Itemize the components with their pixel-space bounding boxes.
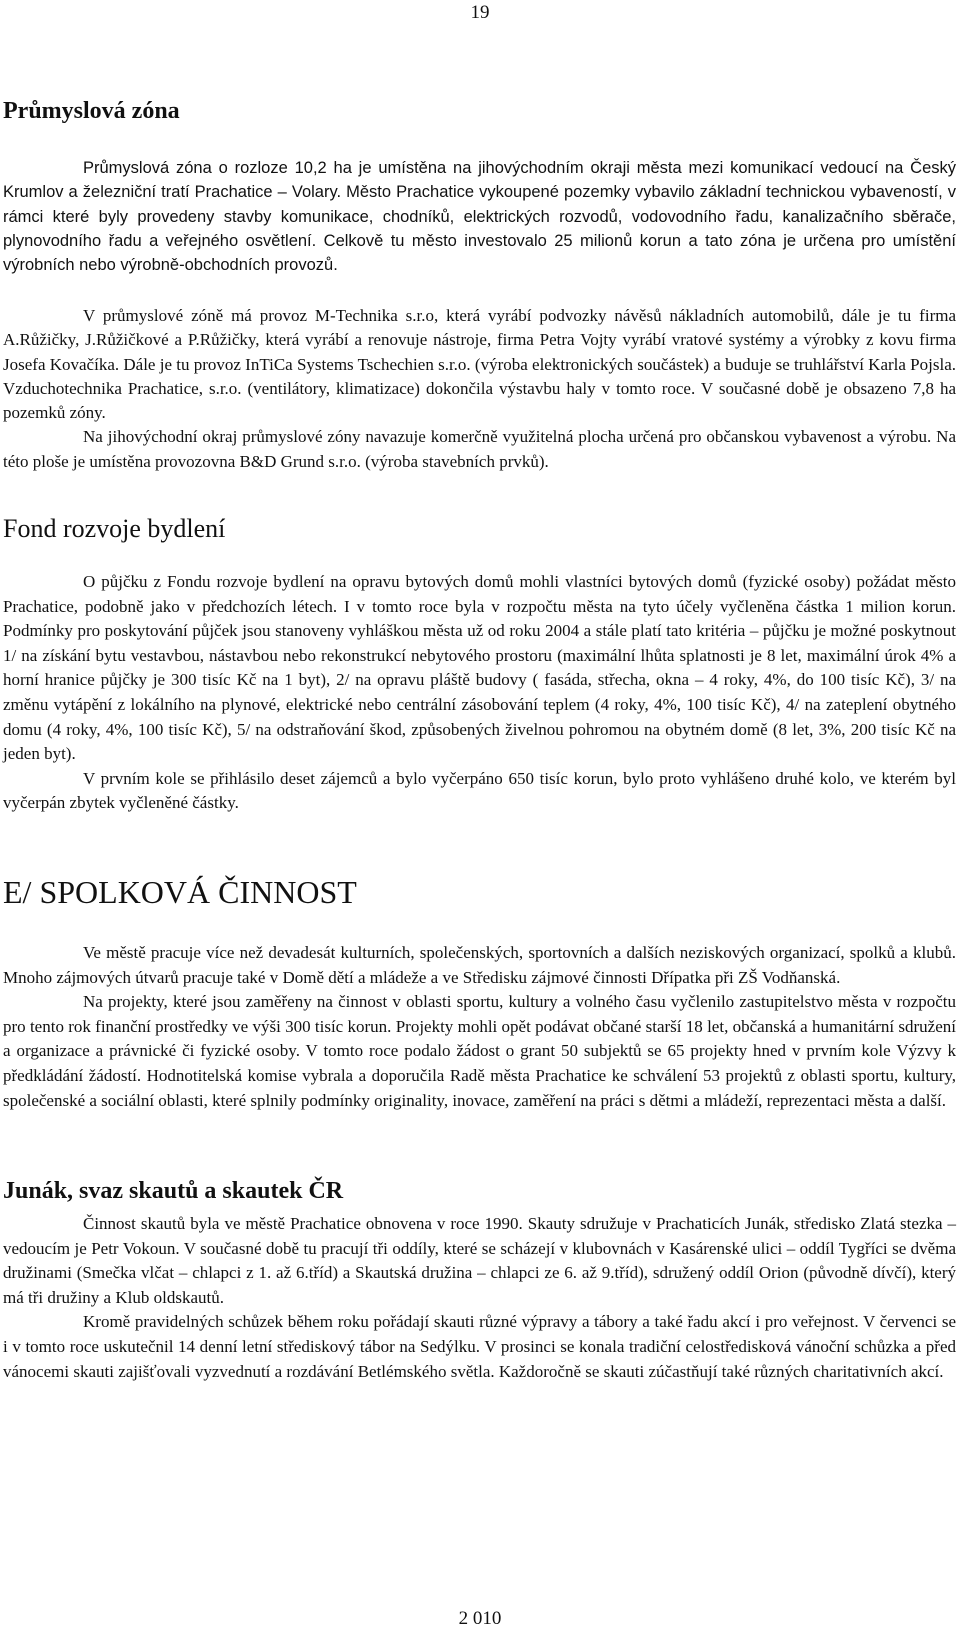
heading-fond-rozvoje-bydleni: Fond rozvoje bydlení	[3, 514, 226, 543]
page-number: 19	[470, 2, 490, 23]
paragraph: Kromě pravidelných schůzek během roku pořádají skauti různé výpravy a tábory a také řadu akcí i pro veřejnost. V červenci se i v tomto roce uskutečnil 14 denní letní střediskový tábor na Sedýlku. V prosinci se konala tradiční celostředisková vánoční schůzka a před vánocemi skauti zajišťovali vyzvednutí a rozdávání Betlémského světla. Každoročně se skauti zúčastňují také různých charitativních akcí.	[3, 1312, 956, 1381]
section-junak	[3, 1179, 956, 1203]
heading-junak: Junák, svaz skautů a skautek ČR	[3, 1178, 344, 1204]
paragraph: Na projekty, které jsou zaměřeny na činnost v oblasti sportu, kultury a volného času vyčlenilo zastupitelstvo města v rozpočtu pro tento rok finanční prostředky ve výši 300 tisíc korun. Projekty mohli opět podávat občané starší 18 let, občanská a humanitární sdružení a organizace a právnické či fyzické osoby. V tomto roce podalo žádost o grant 50 subjektů se 65 projekty hned v prvním kole Výzvy k předkládání žádostí. Hodnotitelská komise vybrala a doporučila Radě města Prachatice ke schválení 53 projektů z oblasti sportu, kultury, společenské a sociální oblasti, které splnily podmínky originality, inovace, zaměření na práci s dětmi a mládeží, reprezentaci města a další.	[3, 992, 956, 1110]
paragraph: Průmyslová zóna o rozloze 10,2 ha je umístěna na jihovýchodním okraji města mezi komunikací vedoucí na Český Krumlov a železniční tratí Prachatice – Volary. Město Prachatice vykoupené pozemky vybavilo základní technickou vybaveností, v rámci které byly provedeny stavby komunikace, chodníků, elektrických rozvodů, vodovodního řadu, kanalizačního sběrače, plynovodního řadu a veřejného osvětlení. Celkově tu město investovalo 25 milionů korun a tato zóna je určena pro umístění výrobních nebo výrobně-obchodních provozů.	[3, 159, 956, 275]
paragraph: Činnost skautů byla ve městě Prachatice obnovena v roce 1990. Skauty sdružuje v Prachaticích Junák, středisko Zlatá stezka – vedoucím je Petr Vokoun. V současné době tu pracují tři oddíly, které se scházejí v klubovnách v Kasárenské ulici – oddíl Tygříci se dvěma družinami (Smečka vlčat – chlapci z 1. až 6.tříd) a Skautská družina – chlapci ze 6. až 9.tříd), sdružený oddíl Orion (původně dívčí), který má tři družiny a Klub oldskautů.	[3, 1214, 956, 1307]
section-fond-rozvoje-bydleni	[3, 514, 956, 543]
section-spolkova-cinnost	[3, 874, 956, 910]
page-footer-year: 2 010	[458, 1608, 502, 1629]
section-prumyslova-zona	[3, 99, 956, 123]
fond-rozvoje-bydleni-body	[3, 570, 956, 816]
prumyslova-zona-body-2	[3, 304, 956, 474]
junak-body	[3, 1212, 956, 1384]
paragraph: Ve městě pracuje více než devadesát kulturních, společenských, sportovních a dalších neziskových organizací, spolků a klubů. Mnoho zájmových útvarů pracuje také v Domě dětí a mládeže a ve Středisku zájmové činnosti Dřípatka při ZŠ Vodňanská.	[3, 943, 956, 987]
spolkova-cinnost-body	[3, 941, 956, 1113]
heading-spolkova-cinnost: E/ SPOLKOVÁ ČINNOST	[3, 874, 357, 910]
paragraph: V prvním kole se přihlásilo deset zájemců a bylo vyčerpáno 650 tisíc korun, bylo proto vyhlášeno druhé kolo, ve kterém byl vyčerpán zbytek vyčleněné částky.	[3, 768, 956, 813]
heading-prumyslova-zona: Průmyslová zóna	[3, 98, 180, 124]
prumyslova-zona-body	[3, 156, 956, 277]
paragraph: V průmyslové zóně má provoz M-Technika s.r.o, která vyrábí podvozky návěsů nákladních automobilů, dále je tu firma A.Růžičky, J.Růžičkové a P.Růžičky, která vyrábí a renovuje nástroje, firma Petra Vojty vyrábí vratové systémy a výrobky z kovu firma Josefa Kovačíka. Dále je tu provoz InTiCa Systems Tschechien s.r.o. (výroba elektronických součástek) a buduje se truhlářství Karla Pojsla. Vzduchotechnika Prachatice, s.r.o. (ventilátory, klimatizace) dokončila výstavbu haly v tomto roce. V současné době je obsazeno 7,8 ha pozemků zóny.	[3, 306, 956, 423]
paragraph: Na jihovýchodní okraj průmyslové zóny navazuje komerčně využitelná plocha určená pro občanskou vybavenost a výrobu. Na této ploše je umístěna provozovna B&D Grund s.r.o. (výroba stavebních prvků).	[3, 427, 956, 471]
paragraph: O půjčku z Fondu rozvoje bydlení na opravu bytových domů mohli vlastníci bytových domů (fyzické osoby) požádat město Prachatice, podobně jako v předchozích létech. I v tomto roce byla v rozpočtu města na tyto účely vyčleněna částka 1 milion korun. Podmínky pro poskytování půjček jsou stanoveny vyhláškou města už od roku 2004 a stále platí tato kritéria – půjčku je možné poskytnout 1/ na získání bytu vestavbou, nástavbou nebo rekonstrukcí nebytového prostoru (maximální lhůta splatnosti je 8 let, maximální úrok 4% a horní hranice půjčky je 300 tisíc Kč na 1 byt), 2/ na opravu pláště budovy ( fasáda, střecha, okna – 4 roky, 4%, do 100 tisíc Kč), 3/ na změnu vytápění z lokálního na plynové, elektrické nebo centrální zásobování teplem (4 roky, 4%, 100 tisíc Kč), 4/ na zateplení obytného domu (4 roky, 4%, 100 tisíc Kč), 5/ na odstraňování škod, způsobených živelnou pohromou na obytném domě (8 let, 3%, 200 tisíc Kč na jeden byt).	[3, 572, 956, 764]
